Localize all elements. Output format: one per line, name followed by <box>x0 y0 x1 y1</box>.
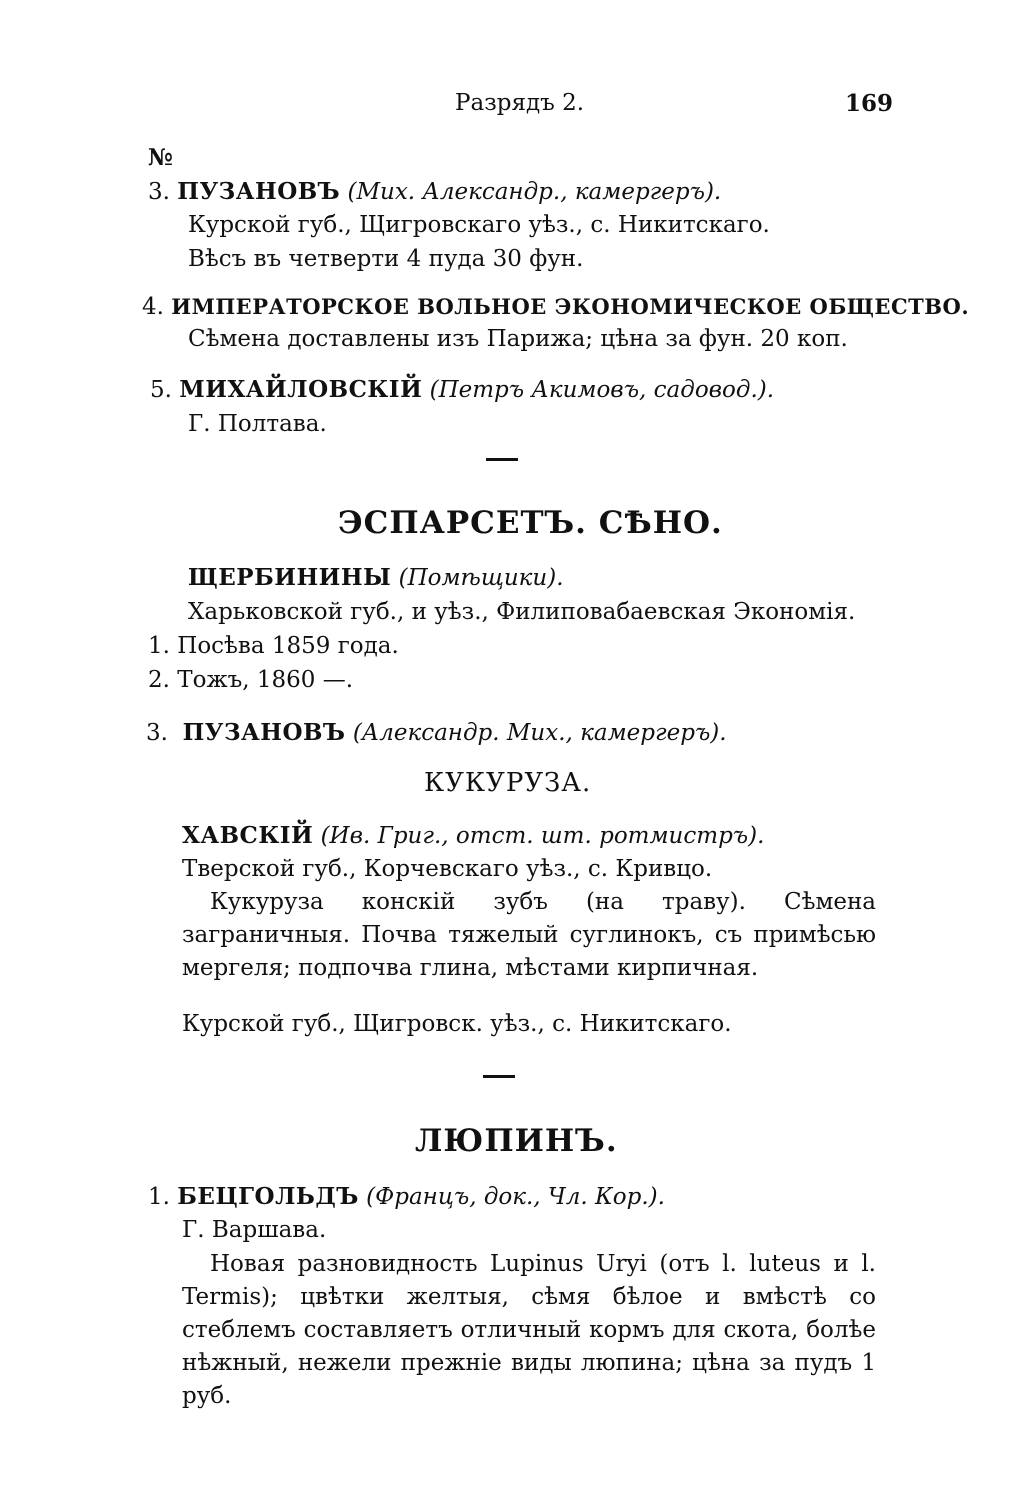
item-number: 1. <box>148 633 170 659</box>
entry-4 <box>142 296 969 319</box>
entry-number: 1. <box>148 1184 170 1210</box>
entry-name: МИХАЙЛОВСКІЙ <box>179 376 423 403</box>
esparset-item-2 <box>148 669 353 692</box>
esparset-item-1 <box>148 635 399 658</box>
entry-detail: (Ив. Григ., отст. шт. ротмистръ). <box>320 823 765 849</box>
section-divider <box>486 458 518 461</box>
entry-location-2: Курской губ., Щигровск. уѣз., с. Никитскаго. <box>182 1011 732 1037</box>
entry-location: Тверской губ., Корчевскаго уѣз., с. Кривцо. <box>182 856 713 882</box>
item-text: Посѣва 1859 года. <box>177 633 399 659</box>
entry-3 <box>148 180 721 204</box>
running-header-section: Разрядъ 2. <box>455 90 585 116</box>
entry-detail: (Помѣщики). <box>398 565 564 591</box>
entry-detail: (Францъ, док., Чл. Кор.). <box>366 1184 665 1210</box>
esparset-entry <box>188 566 564 590</box>
entry-name: БЕЦГОЛЬДЪ <box>177 1183 359 1210</box>
item-text: Тожъ, 1860 —. <box>177 667 354 693</box>
entry-name: ПУЗАНОВЪ <box>177 178 341 205</box>
section-heading-lupin: ЛЮПИНЪ. <box>415 1123 618 1159</box>
entry-location: Харьковской губ., и уѣз., Филиповабаевская Экономія. <box>188 599 856 625</box>
entry-number: 5. <box>150 377 172 403</box>
number-sign: № <box>148 144 173 171</box>
page-number: 169 <box>845 90 894 117</box>
entry-detail: (Мих. Александр., камергеръ). <box>347 179 722 205</box>
section-heading-esparset: ЭСПАРСЕТЪ. СѢНО. <box>338 505 723 541</box>
esparset-item-3 <box>146 721 727 745</box>
item-number: 2. <box>148 667 170 693</box>
item-number: 3. <box>146 720 168 746</box>
lupin-paragraph: Новая разновидность Lupinus Uryi (отъ l. luteus и l. Termis); цвѣтки желтыя, сѣмя бѣлое и вмѣстѣ со стеблемъ составляетъ отличный кормъ для скота, болѣе нѣжный, нежели прежніе виды люпина; цѣна за пудъ 1 руб. <box>182 1251 876 1409</box>
entry-name: ХАВСКІЙ <box>182 822 314 849</box>
entry-name: ИМПЕРАТОРСКОЕ ВОЛЬНОЕ ЭКОНОМИЧЕСКОЕ ОБЩЕСТВО. <box>171 294 970 319</box>
entry-5 <box>150 378 774 402</box>
entry-detail: (Петръ Акимовъ, садовод.). <box>429 377 775 403</box>
entry-location: Г. Варшава. <box>182 1217 327 1243</box>
entry-number: 3. <box>148 179 170 205</box>
kukuruza-paragraph: Кукуруза конскій зубъ (на траву). Сѣмена заграничныя. Почва тяжелый суглинокъ, съ примѣсью мергеля; подпочва глина, мѣстами кирпичная. <box>182 889 876 981</box>
entry-detail: (Александр. Мих., камергеръ). <box>352 720 727 746</box>
section-heading-kukuruza: КУКУРУЗА. <box>424 768 592 798</box>
lupin-entry-1 <box>148 1185 665 1209</box>
entry-line: Г. Полтава. <box>188 411 327 437</box>
entry-number: 4. <box>142 294 164 320</box>
kukuruza-entry <box>182 824 764 848</box>
entry-line: Вѣсъ въ четверти 4 пуда 30 фун. <box>188 246 584 272</box>
entry-line: Курской губ., Щигровскаго уѣз., с. Никитскаго. <box>188 212 770 238</box>
section-divider <box>483 1075 515 1078</box>
entry-name: ПУЗАНОВЪ <box>182 719 346 746</box>
entry-line: Сѣмена доставлены изъ Парижа; цѣна за фун. 20 коп. <box>188 326 848 352</box>
entry-name: ЩЕРБИНИНЫ <box>188 564 392 591</box>
